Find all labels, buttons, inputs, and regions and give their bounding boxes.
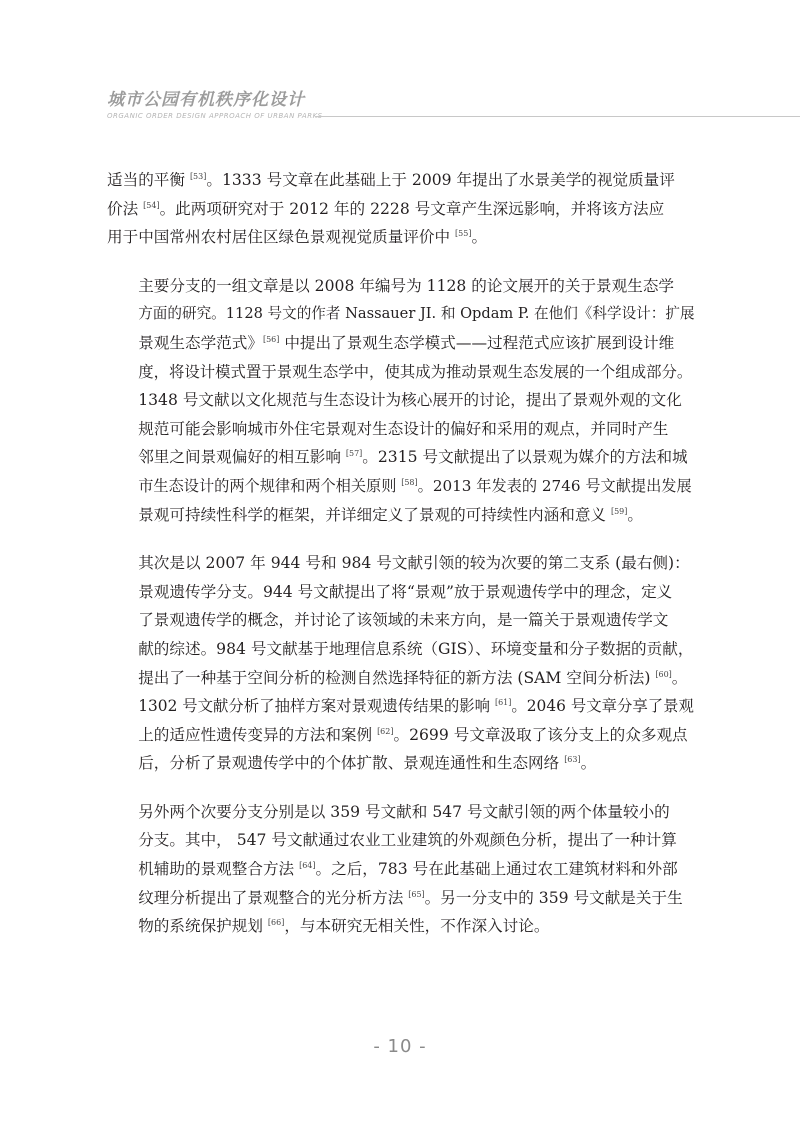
text-run: 景观生态学范式》 — [138, 333, 263, 352]
text-run: 其次是以 2007 年 944 号和 984 号文献引领的较为次要的第二支系 (最右侧)： — [138, 554, 690, 573]
text-run: 。 — [471, 228, 488, 247]
text-run: 纹理分析提出了景观整合的光分析方法 — [138, 888, 409, 907]
citation-marker: [58] — [401, 477, 418, 487]
text-run: 。2315 号文献提出了以景观为媒介的方法和城 — [362, 448, 688, 467]
text-line — [107, 272, 695, 301]
text-line — [107, 578, 695, 607]
body-text — [107, 166, 695, 961]
text-line — [107, 300, 695, 329]
text-line — [107, 635, 695, 664]
text-line — [107, 721, 695, 750]
paragraph — [107, 549, 695, 778]
text-run: 主要分支的一组文章是以 2008 年编号为 1128 的论文展开的关于景观生态学 — [138, 276, 675, 295]
text-line — [107, 692, 695, 721]
text-run: 市生态设计的两个规律和两个相关原则 — [138, 476, 402, 495]
text-run: 。1333 号文章在此基础上于 2009 年提出了水景美学的视觉质量评 — [206, 171, 675, 189]
citation-marker: [66] — [267, 918, 285, 928]
text-run: 。此两项研究对于 2012 年的 2228 号文章产生深远影响，并将该方法应 — [159, 199, 665, 218]
text-line — [107, 329, 695, 358]
header-title: 城市公园有机秩序化设计 — [107, 90, 305, 110]
text-run: 。 — [580, 754, 597, 773]
paragraph — [107, 166, 695, 252]
text-run: 分支。其中， 547 号文献通过农业工业建筑的外观颜色分析，提出了一种计算 — [138, 831, 677, 850]
citation-marker: [65] — [408, 889, 425, 899]
citation-marker: [63] — [564, 755, 581, 765]
text-line — [107, 664, 695, 693]
text-line — [107, 749, 695, 778]
text-line — [107, 443, 695, 472]
text-run: 中提出了景观生态学模式——过程范式应该扩展到设计维 — [279, 333, 675, 352]
text-run: 景观遗传学分支。944 号文献提出了将“景观”放于景观遗传学中的理念，定义 — [138, 582, 673, 601]
page-number: - 10 - — [373, 1036, 427, 1057]
text-line — [107, 223, 695, 252]
running-header — [107, 90, 707, 120]
paragraph — [107, 798, 695, 941]
header-rule — [315, 116, 800, 117]
text-run: 后，分析了景观遗传学中的个体扩散、景观连通性和生态网络 — [138, 754, 565, 773]
citation-marker: [60] — [655, 669, 672, 679]
text-run: 用于中国常州农村居住区绿色景观视觉质量评价中 — [107, 228, 456, 247]
text-run: 。2013 年发表的 2746 号文献提出发展 — [417, 476, 692, 495]
text-run: 。之后，783 号在此基础上通过农工建筑材料和外部 — [315, 860, 678, 879]
text-line — [107, 195, 695, 224]
text-line — [107, 798, 695, 827]
text-run: 。2046 号文章分享了景观 — [511, 697, 694, 716]
text-line — [107, 358, 695, 387]
text-line — [107, 826, 695, 855]
text-run: 上的适应性遗传变异的方法和案例 — [138, 725, 378, 744]
text-line — [107, 855, 695, 884]
text-line — [107, 472, 695, 501]
text-run: 1348 号文献以文化规范与生态设计为核心展开的讨论，提出了景观外观的文化 — [138, 391, 682, 410]
citation-marker: [64] — [299, 861, 316, 871]
paragraph — [107, 272, 695, 529]
text-run: 。另一分支中的 359 号文献是关于生 — [424, 888, 683, 907]
text-line — [107, 415, 695, 444]
text-run: 献的综述。984 号文献基于地理信息系统（GIS）、环境变量和分子数据的贡献， — [138, 639, 694, 658]
text-run: 机辅助的景观整合方法 — [138, 860, 300, 879]
citation-marker: [57] — [345, 449, 363, 459]
text-run: 邻里之间景观偏好的相互影响 — [138, 448, 346, 467]
text-line — [107, 501, 695, 530]
text-line — [107, 549, 695, 578]
text-run: 物的系统保护规划 — [138, 917, 268, 936]
citation-marker: [55] — [455, 229, 472, 239]
text-run: 价法 — [107, 199, 144, 218]
text-line — [107, 884, 695, 913]
text-run: ，与本研究无相关性，不作深入讨论。 — [284, 917, 550, 936]
text-run: 适当的平衡 — [107, 171, 190, 189]
text-run: 规范可能会影响城市外住宅景观对生态设计的偏好和采用的观点，并同时产生 — [138, 419, 669, 438]
text-line — [107, 166, 695, 195]
text-run: 。 — [671, 668, 688, 687]
text-run: 。 — [627, 505, 643, 524]
citation-marker: [56] — [262, 334, 280, 344]
text-run: 。2699 号文章汲取了该分支上的众多观点 — [393, 725, 688, 744]
citation-marker: [62] — [377, 726, 394, 736]
text-line — [107, 386, 695, 415]
text-line — [107, 912, 695, 941]
text-run: 提出了一种基于空间分析的检测自然选择特征的新方法 (SAM 空间分析法) — [138, 668, 656, 687]
citation-marker: [54] — [143, 200, 160, 210]
citation-marker: [53] — [189, 172, 207, 181]
text-run: 1302 号文献分析了抽样方案对景观遗传结果的影响 — [138, 697, 495, 716]
text-run: 另外两个次要分支分别是以 359 号文献和 547 号文献引领的两个体量较小的 — [138, 802, 670, 821]
text-line — [107, 606, 695, 635]
text-run: 景观可持续性科学的框架，并详细定义了景观的可持续性内涵和意义 — [138, 505, 611, 524]
header-subtitle: ORGANIC ORDER DESIGN APPROACH OF URBAN PARKS — [107, 112, 323, 120]
text-run: 了景观遗传学的概念，并讨论了该领域的未来方向，是一篇关于景观遗传学文 — [138, 611, 669, 630]
citation-marker: [61] — [494, 698, 512, 708]
text-run: 方面的研究。1128 号文的作者 Nassauer JI. 和 Opdam P. 在他们《科学设计：扩展 — [138, 305, 695, 323]
citation-marker: [59] — [610, 506, 628, 516]
text-run: 度，将设计模式置于景观生态学中，使其成为推动景观生态发展的一个组成部分。 — [138, 362, 693, 381]
